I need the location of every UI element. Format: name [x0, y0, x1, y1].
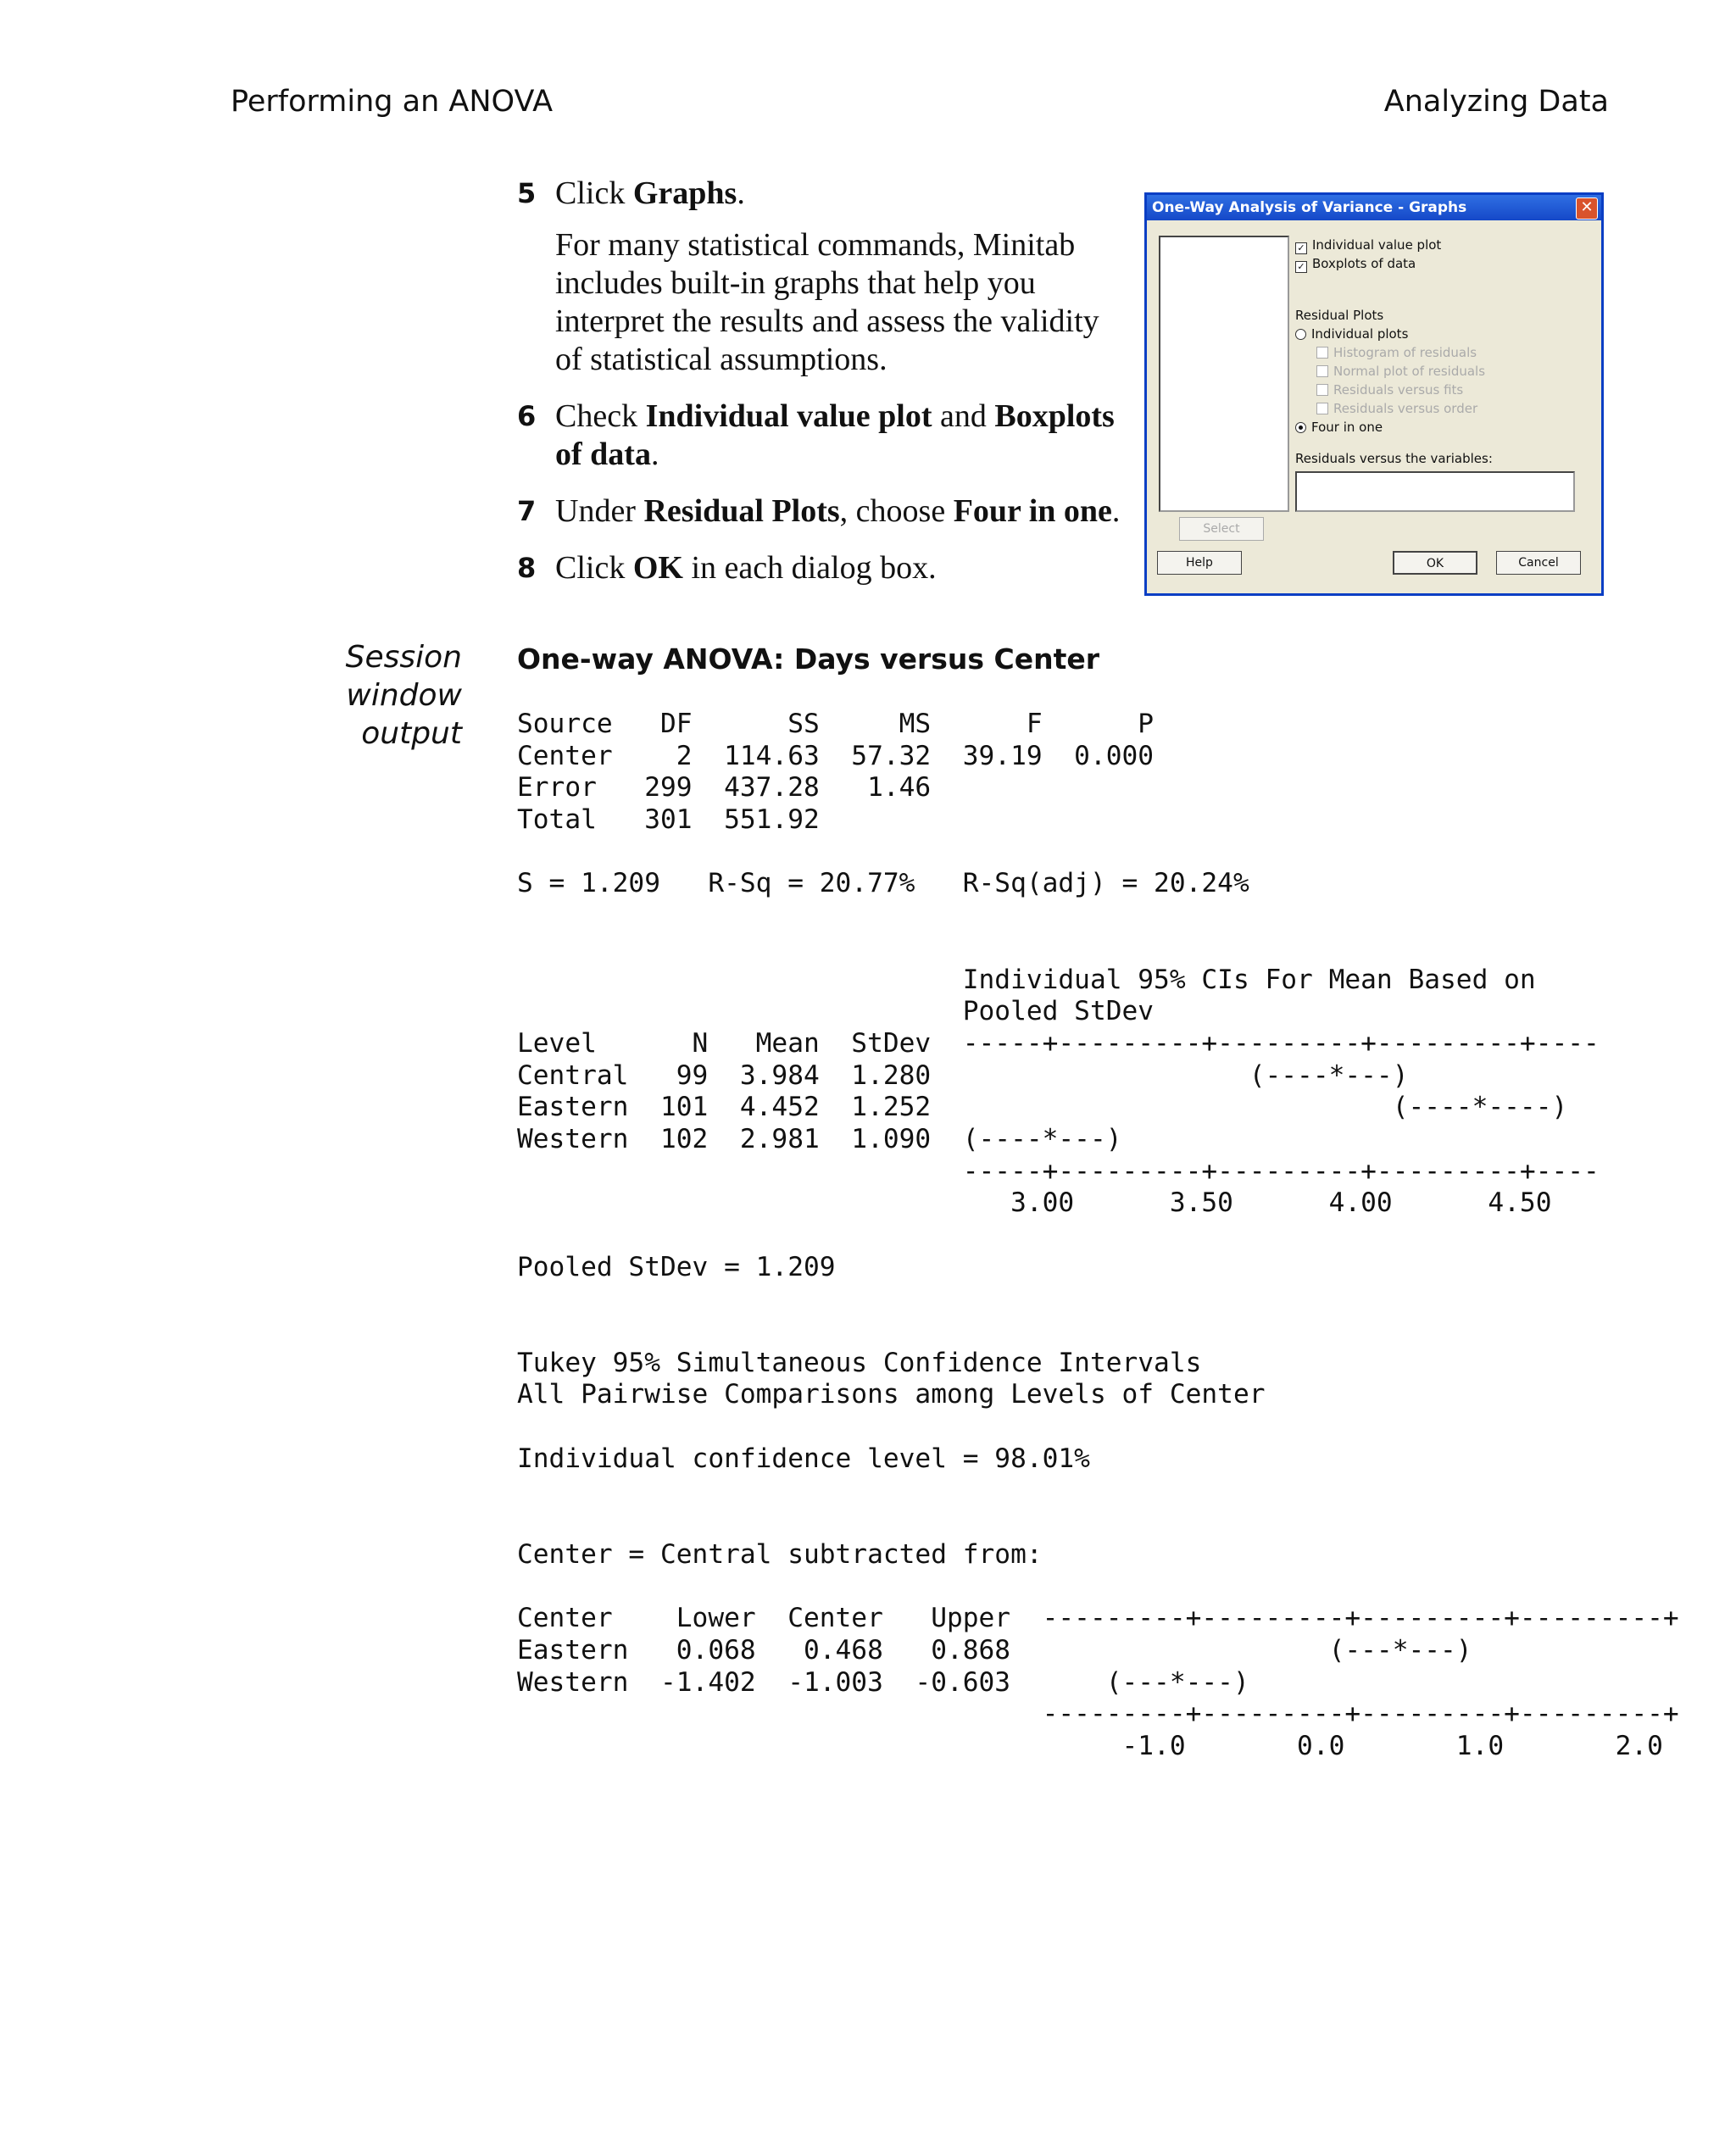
step-keyword: OK — [632, 550, 683, 586]
cancel-button[interactable]: Cancel — [1496, 551, 1581, 575]
radio-label: Individual plots — [1311, 326, 1409, 342]
session-output-line: Level N Mean StDev -----+---------+---------+---------+---- — [517, 1027, 1600, 1059]
step-text: , choose — [839, 493, 954, 529]
session-output-line: Western -1.402 -1.003 -0.603 (---*---) — [517, 1666, 1249, 1698]
ok-button[interactable]: OK — [1393, 551, 1477, 575]
session-output-line — [517, 1476, 1679, 1508]
step-text: Click — [555, 175, 633, 211]
session-output-line — [517, 1220, 1679, 1252]
help-button[interactable]: Help — [1157, 551, 1242, 575]
session-window-output-label — [322, 638, 462, 753]
session-output-line: Central 99 3.984 1.280 (----*---) — [517, 1059, 1409, 1091]
graphs-dialog — [1144, 192, 1604, 596]
step-5 — [517, 175, 1127, 213]
boxplots-checkbox[interactable] — [1295, 256, 1416, 273]
step-number: 6 — [517, 400, 537, 432]
checkbox-icon — [1316, 347, 1328, 359]
session-output-line: Eastern 0.068 0.468 0.868 (---*---) — [517, 1634, 1472, 1666]
session-output-line — [517, 1507, 1679, 1539]
checkbox-icon — [1316, 384, 1328, 396]
side-label-line: Session — [345, 640, 462, 675]
radio-icon — [1295, 329, 1306, 340]
radio-selected-icon — [1295, 422, 1306, 433]
step-text: in each dialog box. — [682, 550, 937, 586]
four-in-one-radio[interactable] — [1295, 420, 1383, 435]
running-header-right: Analyzing Data — [1383, 85, 1609, 119]
step-text: . — [1111, 493, 1121, 529]
dialog-title-bar — [1147, 195, 1601, 220]
session-output-line: Center = Central subtracted from: — [517, 1538, 1043, 1570]
radio-label: Four in one — [1311, 420, 1383, 435]
session-output-line: Error 299 437.28 1.46 — [517, 772, 932, 804]
variable-list[interactable] — [1159, 236, 1289, 512]
session-output-title: One-way ANOVA: Days versus Center — [517, 642, 1100, 676]
session-output-line: Individual confidence level = 98.01% — [517, 1443, 1090, 1474]
normal-plot-checkbox[interactable] — [1316, 364, 1485, 379]
step-text: . — [650, 437, 659, 472]
side-label-line: window — [346, 678, 462, 713]
session-output-line: S = 1.209 R-Sq = 20.77% R-Sq(adj) = 20.24% — [517, 868, 1249, 899]
side-label-line: output — [361, 716, 462, 751]
checkbox-label: Individual value plot — [1312, 237, 1442, 253]
checkbox-icon — [1316, 403, 1328, 414]
session-output-line: Western 102 2.981 1.090 (----*---) — [517, 1123, 1122, 1154]
histogram-checkbox[interactable] — [1316, 345, 1477, 360]
session-output-line — [517, 932, 1679, 965]
checkbox-label: Residuals versus fits — [1333, 382, 1464, 398]
session-output-line: Total 301 551.92 — [517, 804, 820, 836]
checkbox-checked-icon: ✓ — [1295, 261, 1307, 273]
step-keyword: Boxplots of data — [555, 398, 1115, 472]
step-keyword: Graphs — [632, 175, 737, 211]
session-output-line: Center 2 114.63 57.32 39.19 0.000 — [517, 740, 1155, 771]
step-text: Check — [555, 398, 646, 434]
step-text: and — [932, 398, 995, 434]
session-output-line — [517, 1283, 1679, 1315]
step-6 — [517, 398, 1127, 474]
step-8 — [517, 549, 1127, 587]
session-output-line: Individual 95% CIs For Mean Based on — [517, 964, 1536, 995]
session-output-line — [517, 1315, 1679, 1348]
vs-variables-label: Residuals versus the variables: — [1295, 451, 1493, 466]
individual-plots-radio[interactable] — [1295, 326, 1408, 342]
step-keyword: Residual Plots — [643, 493, 840, 529]
instruction-steps — [517, 175, 1127, 606]
step-5-explanation: For many statistical commands, Minitab includes built-in graphs that help you interpret the results and assess the validity of statistical assumptions. — [555, 227, 1099, 377]
session-output-line: Pooled StDev = 1.209 — [517, 1251, 836, 1282]
session-output-line: Eastern 101 4.452 1.252 (----*----) — [517, 1092, 1568, 1123]
step-number: 5 — [517, 177, 537, 209]
session-output-line: -----+---------+---------+---------+---- — [517, 1155, 1600, 1187]
step-number: 7 — [517, 495, 537, 527]
close-icon[interactable]: ✕ — [1576, 197, 1598, 220]
vs-fits-checkbox[interactable] — [1316, 382, 1463, 398]
step-keyword: Individual value plot — [645, 398, 932, 434]
step-text: Click — [555, 550, 633, 586]
checkbox-checked-icon: ✓ — [1295, 242, 1307, 254]
vs-variables-input[interactable] — [1295, 471, 1575, 512]
checkbox-icon — [1316, 365, 1328, 377]
session-output-line: Center Lower Center Upper ---------+---------+---------+---------+ — [517, 1603, 1679, 1634]
session-output-line: Source DF SS MS F P — [517, 709, 1155, 739]
step-keyword: Four in one — [953, 493, 1112, 529]
session-output-line: Pooled StDev — [517, 996, 1155, 1027]
checkbox-label: Histogram of residuals — [1333, 345, 1477, 360]
checkbox-label: Residuals versus order — [1333, 401, 1478, 416]
residual-plots-label: Residual Plots — [1295, 308, 1384, 323]
session-output-line — [517, 1571, 1679, 1604]
session-output-line: Tukey 95% Simultaneous Confidence Intervals — [517, 1347, 1202, 1378]
checkbox-label: Boxplots of data — [1312, 256, 1416, 271]
session-output-line: -1.0 0.0 1.0 2.0 — [517, 1731, 1663, 1761]
step-7 — [517, 492, 1127, 531]
checkbox-label: Normal plot of residuals — [1333, 364, 1486, 379]
session-output-line: All Pairwise Comparisons among Levels of Center — [517, 1379, 1266, 1410]
session-output-line: 3.00 3.50 4.00 4.50 — [517, 1187, 1552, 1219]
session-output-line — [517, 900, 1679, 932]
session-output — [517, 709, 1679, 1763]
select-button[interactable]: Select — [1179, 517, 1264, 541]
session-output-line — [517, 1411, 1679, 1443]
step-text: . — [737, 175, 745, 211]
step-text: Under — [555, 493, 644, 529]
running-header-left: Performing an ANOVA — [231, 85, 554, 119]
vs-order-checkbox[interactable] — [1316, 401, 1477, 416]
individual-value-plot-checkbox[interactable] — [1295, 237, 1441, 254]
session-output-line: ---------+---------+---------+---------+ — [517, 1699, 1679, 1730]
step-number: 8 — [517, 552, 537, 584]
dialog-title: One-Way Analysis of Variance - Graphs — [1152, 199, 1467, 216]
session-output-line — [517, 837, 1679, 869]
